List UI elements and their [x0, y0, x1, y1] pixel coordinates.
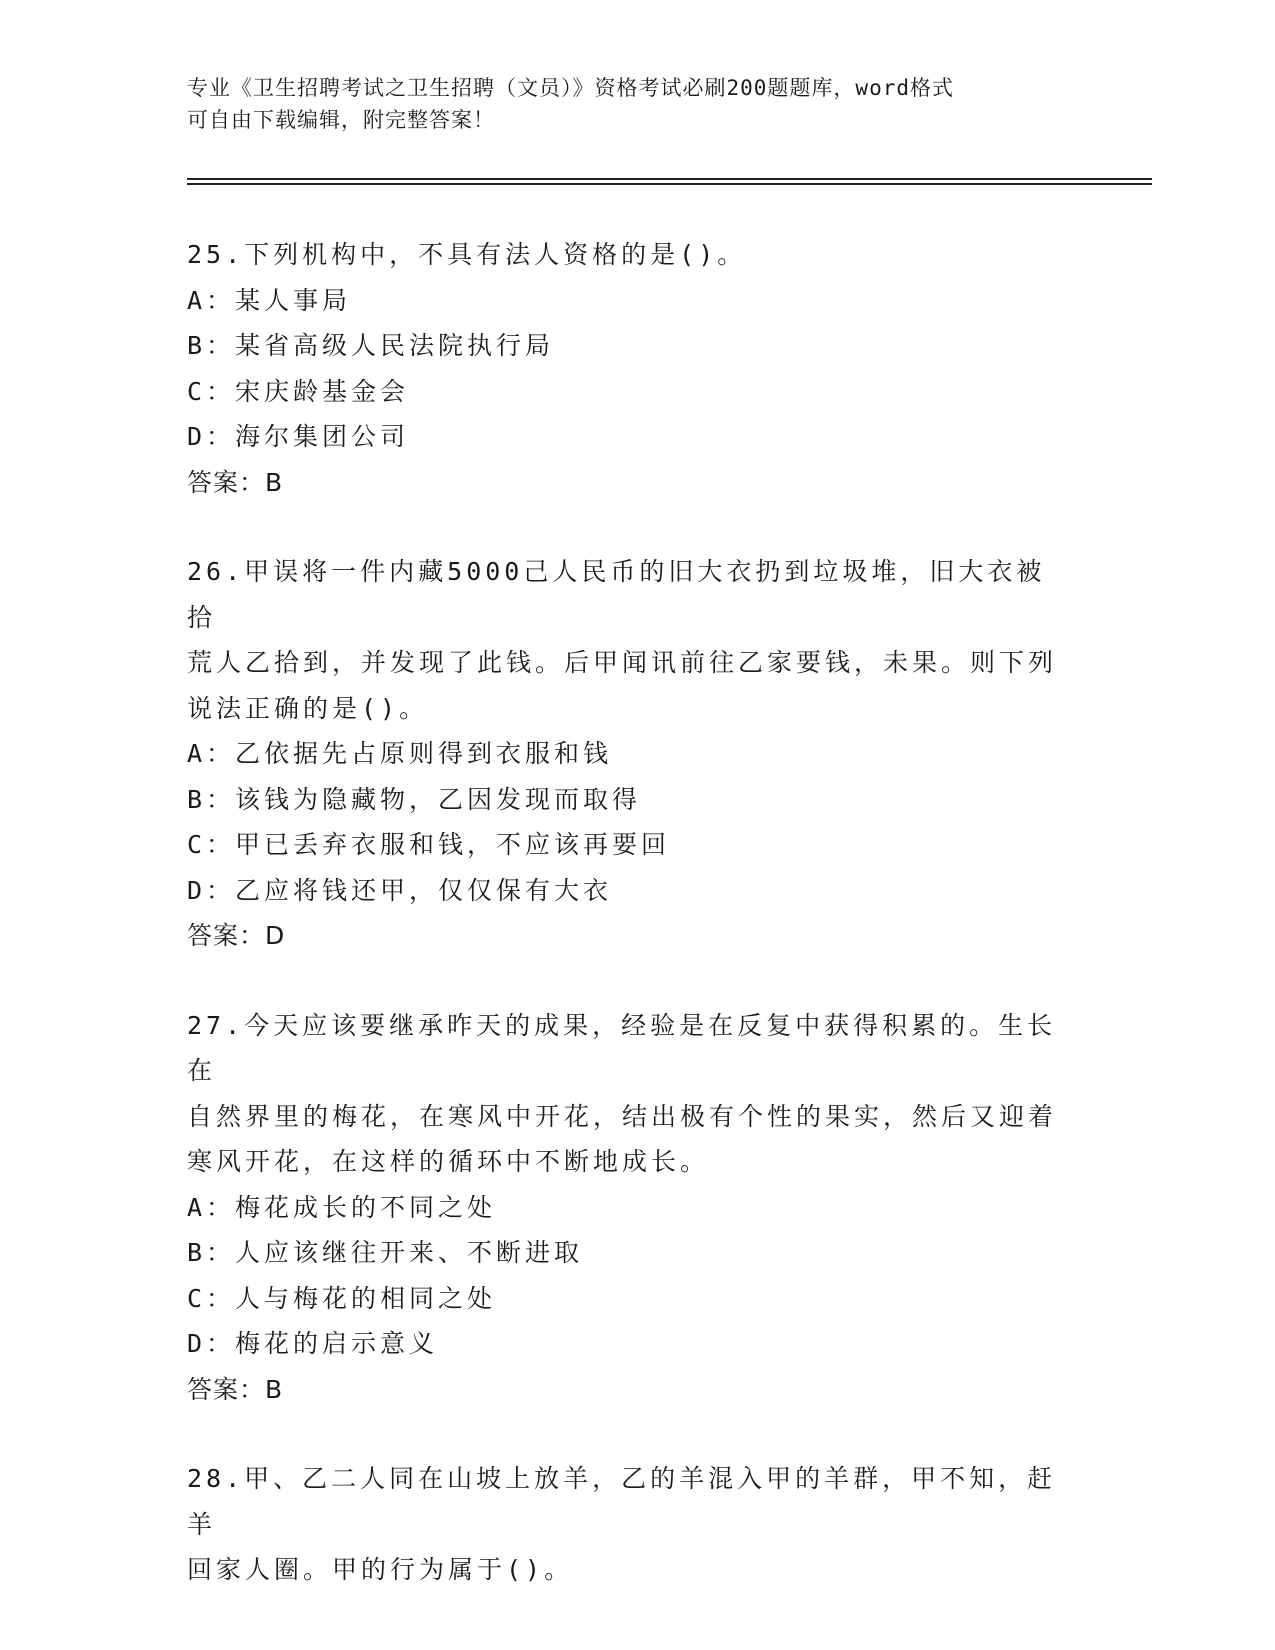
question-stem-line: 28.甲、乙二人同在山坡上放羊，乙的羊混入甲的羊群，甲不知，赶羊 — [187, 1464, 1057, 1539]
option-d: D：海尔集团公司 — [187, 422, 410, 451]
option-c: C：宋庆龄基金会 — [187, 376, 410, 406]
question-stem-line: 荒人乙拾到，并发现了此钱。后甲闻讯前往乙家要钱，未果。则下列 — [187, 648, 1058, 677]
document-header — [187, 72, 1067, 136]
answer: 答案：B — [187, 1374, 284, 1404]
option-b: B：某省高级人民法院执行局 — [187, 331, 555, 360]
question-list — [187, 232, 1067, 1637]
header-line-1: 专业《卫生招聘考试之卫生招聘（文员）》资格考试必刷200题题库，word格式 — [187, 76, 954, 100]
header-divider-top — [187, 178, 1152, 180]
question-stem-line: 26.甲误将一件内藏5000己人民币的旧大衣扔到垃圾堆，旧大衣被拾 — [187, 557, 1046, 632]
option-b: B：该钱为隐藏物，乙因发现而取得 — [187, 784, 642, 814]
option-d: D：乙应将钱还甲，仅仅保有大衣 — [187, 875, 613, 905]
option-a: A：乙依据先占原则得到衣服和钱 — [187, 739, 613, 768]
answer: 答案：B — [187, 467, 284, 497]
question-stem-line: 回家人圈。甲的行为属于()。 — [187, 1555, 574, 1584]
question-stem-line: 27.今天应该要继承昨天的成果，经验是在反复中获得积累的。生长在 — [187, 1010, 1057, 1085]
question-26 — [187, 549, 1067, 959]
option-d: D：梅花的启示意义 — [187, 1329, 439, 1358]
question-stem-line: 自然界里的梅花，在寒风中开花，结出极有个性的果实，然后又迎着 — [187, 1101, 1058, 1131]
option-c: C：人与梅花的相同之处 — [187, 1283, 497, 1313]
header-divider-bottom — [187, 183, 1152, 185]
option-b: B：人应该继往开来、不断进取 — [187, 1238, 584, 1267]
option-a: A：梅花成长的不同之处 — [187, 1192, 497, 1222]
question-stem: 25.下列机构中，不具有法人资格的是()。 — [187, 240, 747, 269]
question-stem-line: 说法正确的是()。 — [187, 693, 429, 723]
question-25 — [187, 232, 1067, 505]
answer: 答案：D — [187, 921, 286, 950]
option-a: A：某人事局 — [187, 285, 352, 315]
option-c: C：甲已丢弃衣服和钱，不应该再要回 — [187, 830, 671, 859]
header-line-2: 可自由下载编辑，附完整答案！ — [187, 108, 495, 132]
question-28 — [187, 1456, 1067, 1593]
question-27 — [187, 1003, 1067, 1413]
question-stem-line: 寒风开花，在这样的循环中不断地成长。 — [187, 1147, 710, 1176]
